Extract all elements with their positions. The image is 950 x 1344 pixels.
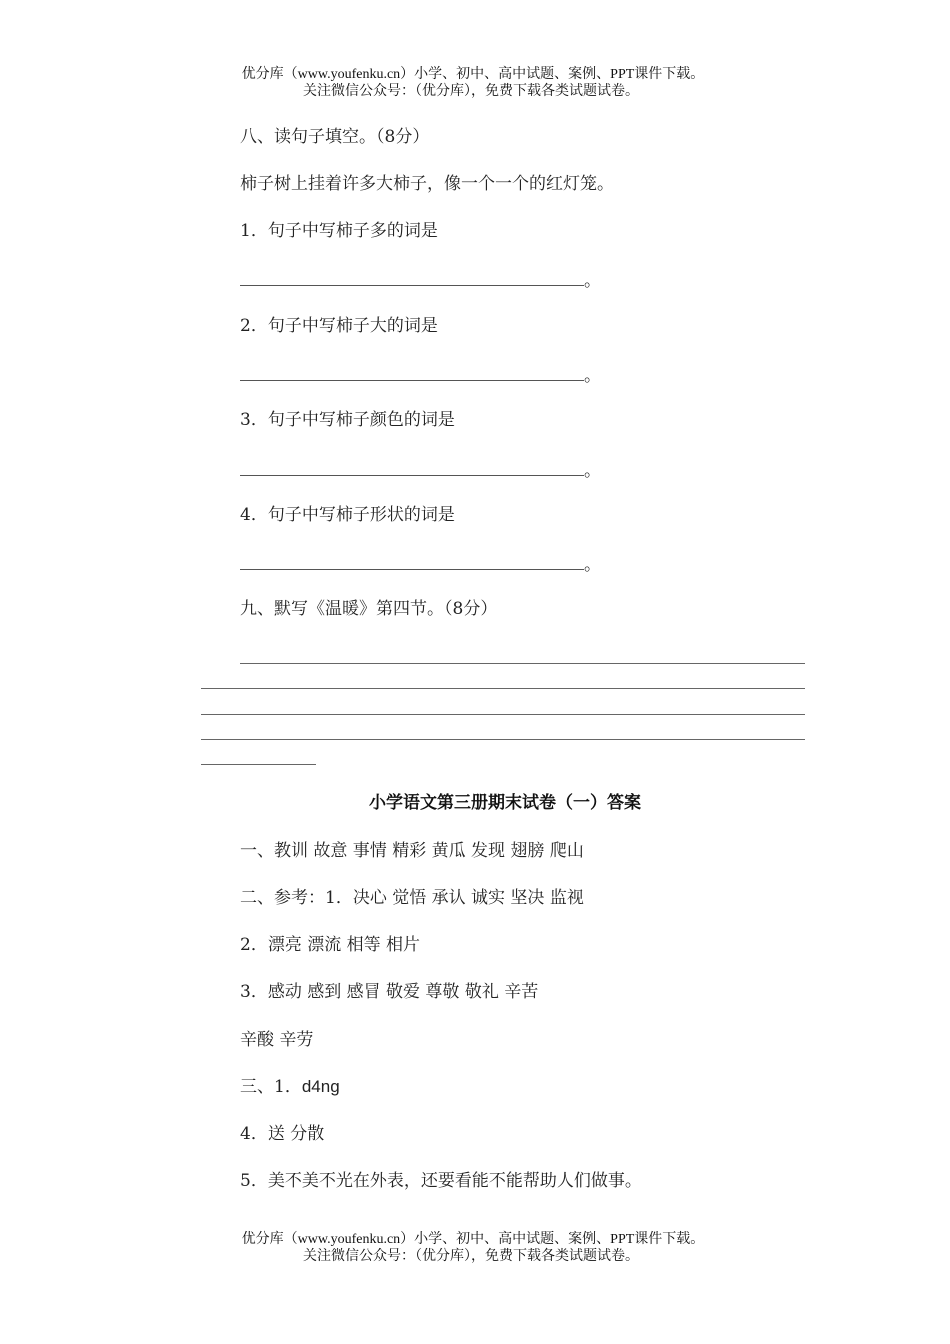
footer-line-1: 优分库（www.youfenku.cn）小学、初中、高中试题、案例、PPT课件下载。	[241, 1232, 705, 1247]
answer-blank-4[interactable]	[240, 569, 584, 570]
answer-line-7: 4．送 分散	[240, 1124, 325, 1144]
answer-line-5: 辛酸 辛劳	[240, 1030, 314, 1050]
answer-blank-3[interactable]	[240, 475, 584, 476]
page-header	[0, 66, 950, 100]
answer-line-8: 5．美不美不光在外表，还要看能不能帮助人们做事。	[240, 1171, 642, 1191]
writing-line-4[interactable]	[201, 739, 805, 740]
answer-period-4: 。	[584, 555, 601, 575]
header-line-1: 优分库（www.youfenku.cn）小学、初中、高中试题、案例、PPT课件下载。	[241, 67, 705, 82]
answer-period-1: 。	[584, 271, 601, 291]
writing-line-3[interactable]	[201, 714, 805, 715]
answer-blank-1[interactable]	[240, 285, 584, 286]
writing-line-2[interactable]	[201, 688, 805, 689]
answer-line-4: 3．感动 感到 感冒 敬爱 尊敬 敬礼 辛苦	[240, 982, 539, 1002]
header-line-2: 关注微信公众号：（优分库），免费下载各类试题试卷。	[303, 84, 639, 99]
page-footer	[0, 1231, 950, 1265]
footer-line-2: 关注微信公众号：（优分库），免费下载各类试题试卷。	[303, 1249, 639, 1264]
answer-line-6-label: 三、1．	[240, 1077, 302, 1097]
section8-sentence: 柿子树上挂着许多大柿子，像一个一个的红灯笼。	[240, 174, 614, 194]
question-4: 4．句子中写柿子形状的词是	[240, 505, 455, 525]
section8-title: 八、读句子填空。（8分）	[240, 127, 430, 147]
pinyin-answer: d4ng	[301, 1077, 340, 1096]
question-2: 2．句子中写柿子大的词是	[240, 316, 438, 336]
answer-period-2: 。	[584, 366, 601, 386]
section9-title: 九、默写《温暖》第四节。（8分）	[240, 599, 498, 619]
answer-period-3: 。	[584, 461, 601, 481]
answer-line-6	[240, 1076, 340, 1098]
question-1: 1．句子中写柿子多的词是	[240, 221, 438, 241]
writing-line-5[interactable]	[201, 764, 316, 765]
answer-blank-2[interactable]	[240, 380, 584, 381]
answer-line-2: 二、参考：1．决心 觉悟 承认 诚实 坚决 监视	[240, 888, 584, 908]
answers-title: 小学语文第三册期末试卷（一）答案	[369, 793, 641, 813]
answer-line-3: 2．漂亮 漂流 相等 相片	[240, 935, 421, 955]
writing-line-1[interactable]	[240, 663, 805, 664]
question-3: 3．句子中写柿子颜色的词是	[240, 410, 455, 430]
answer-line-1: 一、教训 故意 事情 精彩 黄瓜 发现 翅膀 爬山	[240, 841, 584, 861]
